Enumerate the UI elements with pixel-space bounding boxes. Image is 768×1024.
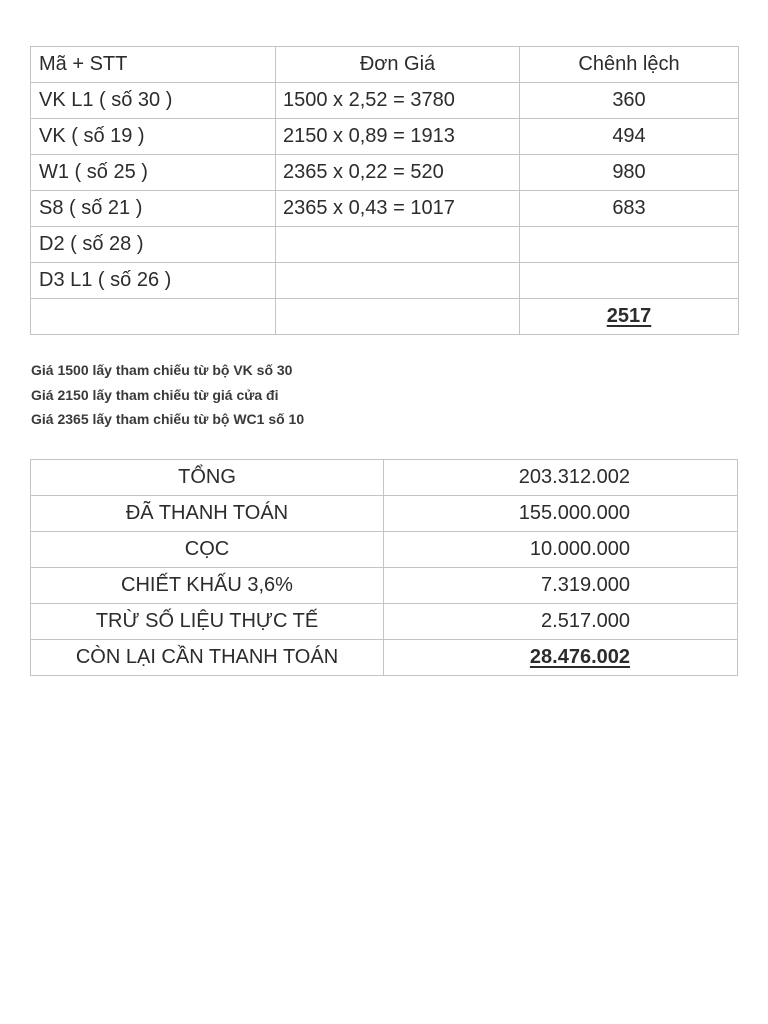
summary-row bbox=[31, 640, 738, 676]
row-difference bbox=[520, 227, 739, 263]
row-difference: 360 bbox=[520, 83, 739, 119]
row-code: VK L1 ( số 30 ) bbox=[31, 83, 276, 119]
header-code: Mã + STT bbox=[31, 47, 276, 83]
note-line: Giá 2150 lấy tham chiếu từ giá cửa đi bbox=[31, 386, 279, 403]
summary-label: ĐÃ THANH TOÁN bbox=[31, 496, 384, 532]
header-difference: Chênh lệch bbox=[520, 47, 739, 83]
total-empty-cell bbox=[31, 299, 276, 335]
table-row bbox=[31, 119, 739, 155]
table-row bbox=[31, 263, 739, 299]
total-empty-cell bbox=[276, 299, 520, 335]
summary-value: 10.000.000 bbox=[529, 538, 630, 560]
summary-value: 203.312.002 bbox=[518, 466, 630, 488]
summary-value: 7.319.000 bbox=[541, 574, 630, 596]
row-code: D3 L1 ( số 26 ) bbox=[31, 263, 276, 299]
summary-label: CỌC bbox=[31, 532, 384, 568]
summary-row bbox=[31, 460, 738, 496]
table-row bbox=[31, 191, 739, 227]
row-code: W1 ( số 25 ) bbox=[31, 155, 276, 191]
remaining-amount: 28.476.002 bbox=[529, 646, 630, 668]
summary-row bbox=[31, 568, 738, 604]
row-code: D2 ( số 28 ) bbox=[31, 227, 276, 263]
row-code: VK ( số 19 ) bbox=[31, 119, 276, 155]
table-row bbox=[31, 227, 739, 263]
row-unit-price: 1500 x 2,52 = 3780 bbox=[276, 83, 520, 119]
row-unit-price: 2365 x 0,22 = 520 bbox=[276, 155, 520, 191]
summary-value: 2.517.000 bbox=[541, 610, 630, 632]
summary-row bbox=[31, 496, 738, 532]
price-difference-table bbox=[30, 46, 739, 335]
row-difference: 683 bbox=[520, 191, 739, 227]
row-difference: 494 bbox=[520, 119, 739, 155]
row-code: S8 ( số 21 ) bbox=[31, 191, 276, 227]
summary-label: CHIẾT KHẤU 3,6% bbox=[31, 568, 384, 604]
row-unit-price: 2150 x 0,89 = 1913 bbox=[276, 119, 520, 155]
table-header-row bbox=[31, 47, 739, 83]
row-difference bbox=[520, 263, 739, 299]
table-total-row bbox=[31, 299, 739, 335]
summary-row bbox=[31, 532, 738, 568]
row-difference: 980 bbox=[520, 155, 739, 191]
header-unit-price: Đơn Giá bbox=[276, 47, 520, 83]
summary-label: TRỪ SỐ LIỆU THỰC TẾ bbox=[31, 604, 384, 640]
summary-label: CÒN LẠI CẦN THANH TOÁN bbox=[31, 640, 384, 676]
table-row bbox=[31, 83, 739, 119]
table-row bbox=[31, 155, 739, 191]
row-unit-price bbox=[276, 263, 520, 299]
payment-summary-table bbox=[30, 459, 738, 676]
note-line: Giá 1500 lấy tham chiếu từ bộ VK số 30 bbox=[31, 362, 293, 378]
summary-value: 155.000.000 bbox=[518, 502, 630, 524]
row-unit-price bbox=[276, 227, 520, 263]
difference-total: 2517 bbox=[520, 299, 739, 335]
row-unit-price: 2365 x 0,43 = 1017 bbox=[276, 191, 520, 227]
note-line: Giá 2365 lấy tham chiếu từ bộ WC1 số 10 bbox=[31, 411, 305, 427]
summary-label: TỔNG bbox=[31, 460, 384, 496]
price-reference-notes bbox=[31, 362, 304, 436]
summary-row bbox=[31, 604, 738, 640]
